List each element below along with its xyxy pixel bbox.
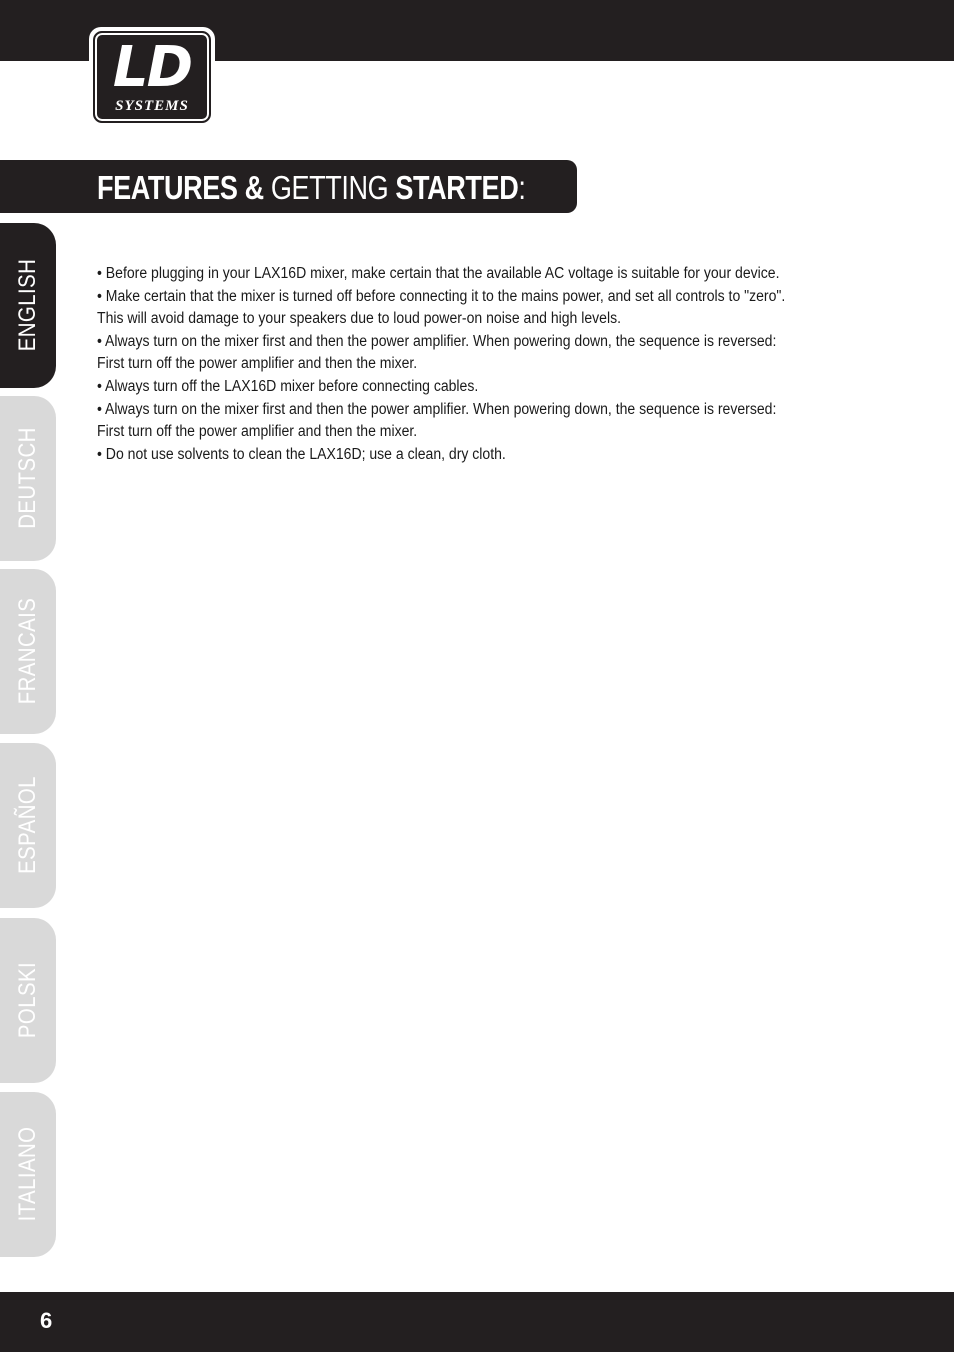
tab-label: POLSKI <box>14 961 41 1039</box>
tab-polski[interactable] <box>0 918 56 1083</box>
logo-wordmark: SYSTEMS <box>115 98 189 114</box>
tab-label: DEUTSCH <box>14 427 41 529</box>
tab-espanol[interactable] <box>0 743 56 908</box>
logo-mark: LD <box>112 35 192 100</box>
section-title <box>97 168 525 208</box>
text-line: • Make certain that the mixer is turned off before connecting it to the mains power, and set all controls to "zero". <box>97 287 786 305</box>
tab-english[interactable] <box>0 223 56 388</box>
tab-label: ESPAÑOL <box>14 776 41 874</box>
text-line: This will avoid damage to your speakers due to loud power-on noise and high levels. <box>97 310 622 328</box>
title-part-getting: GETTING <box>270 169 389 206</box>
tab-label: ENGLISH <box>14 258 41 352</box>
text-line: First turn off the power amplifier and then the mixer. <box>97 355 418 373</box>
logo-badge <box>93 31 211 123</box>
instructions-text <box>97 263 887 466</box>
text-line: First turn off the power amplifier and then the mixer. <box>97 423 418 441</box>
tab-label: ITALIANO <box>14 1126 41 1222</box>
title-colon: : <box>518 169 526 206</box>
tab-deutsch[interactable] <box>0 396 56 561</box>
text-line: • Always turn off the LAX16D mixer before connecting cables. <box>97 377 479 395</box>
tab-italiano[interactable] <box>0 1092 56 1257</box>
ld-systems-logo <box>89 27 215 127</box>
page-number: 6 <box>40 1308 53 1333</box>
text-line: • Always turn on the mixer first and then the power amplifier. When powering down, the sequence is reversed: <box>97 332 777 350</box>
text-line: • Always turn on the mixer first and then the power amplifier. When powering down, the sequence is reversed: <box>97 400 777 418</box>
section-title-bar <box>0 160 577 213</box>
text-line: • Before plugging in your LAX16D mixer, make certain that the available AC voltage is suitable for your device. <box>97 265 780 282</box>
text-line: • Do not use solvents to clean the LAX16D; use a clean, dry cloth. <box>97 445 506 463</box>
title-part-features: FEATURES & <box>97 169 264 206</box>
title-part-started: STARTED <box>395 169 519 206</box>
footer-bar <box>0 1292 954 1352</box>
tab-label: FRANCAIS <box>14 597 41 705</box>
tab-francais[interactable] <box>0 569 56 734</box>
